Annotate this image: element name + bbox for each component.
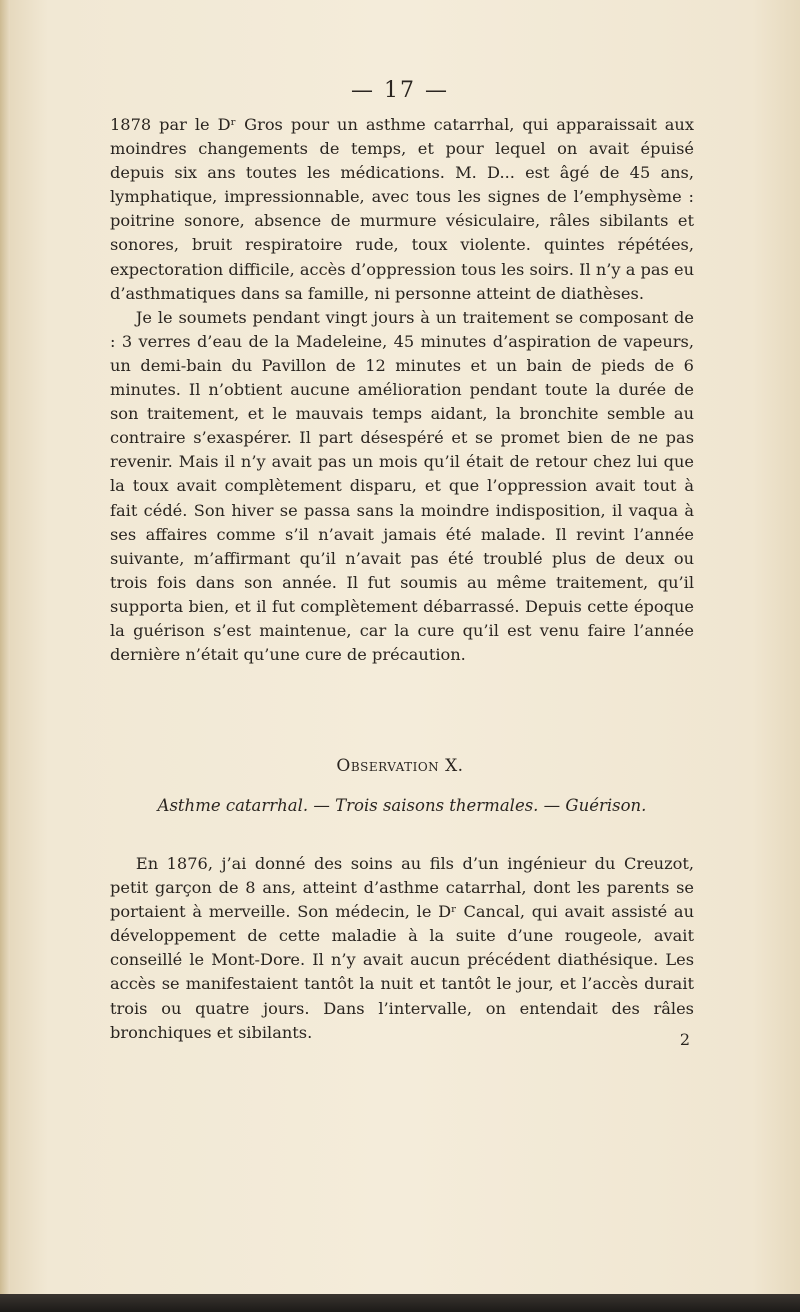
observation-subtitle: Asthme catarrhal. — Trois saisons thermales. — Guérison. [157,796,647,815]
paragraph-observation-x: En 1876, j’ai donné des soins au fils d’un ingénieur du Creuzot, petit garçon de 8 ans, atteint d’asthme catarrhal, dont les parents se portaient à merveille. Son médecin, le Dʳ Cancal, qui avait assisté au développement de cette maladie à la suite d’une rougeole, avait conseillé le Mont-Dore. Il n’y avait aucun précédent diathésique. Les accès se manifestaient tantôt la nuit et tantôt le jour, et l’accès durait trois ou quatre jours. Dans l’intervalle, on entendait des râles bronchiques et sibilants. [110,854,694,1042]
page-gutter [0,0,10,1312]
body-text-bottom [110,852,694,1045]
observation-title: Observation X. [336,756,464,776]
signature-mark: 2 [679,1030,690,1049]
scan-bottom-edge [0,1294,800,1312]
page-number: — 17 — [351,78,449,103]
paragraph-case-history: 1878 par le Dʳ Gros pour un asthme catarrhal, qui apparaissait aux moindres changements de temps, et pour lequel on avait épuisé depuis six ans toutes les médications. M. D... est âgé de 45 ans, lymphatique, impressionnable, avec tous les signes de l’emphysème : poitrine sonore, absence de murmure vésiculaire, râles sibilants et sonores, bruit respiratoire rude, toux violente. quintes répétées, expectoration difficile, accès d’oppression tous les soirs. Il n’y a pas eu d’asthmatiques dans sa famille, ni personne atteint de diathèses. [110,115,694,303]
paragraph-treatment: Je le soumets pendant vingt jours à un traitement se composant de : 3 verres d’eau de la Madeleine, 45 minutes d’aspiration de vapeurs, un demi-bain du Pavillon de 12 minutes et un bain de pieds de 6 minutes. Il n’obtient aucune amélioration pendant toute la durée de son traitement, et le mauvais temps aidant, la bronchite semble au contraire s’exaspérer. Il part désespéré et se promet bien de ne pas revenir. Mais il n’y avait pas un mois qu’il était de retour chez lui que la toux avait complètement disparu, et que l’oppression avait tout à fait cédé. Son hiver se passa sans la moindre indisposition, il vaqua à ses affaires comme s’il n’avait jamais été malade. Il revint l’année suivante, m’affirmant qu’il n’avait pas été troublé plus de deux ou trois fois dans son année. Il fut soumis au même traitement, qu’il supporta bien, et il fut complètement débarrassé. Depuis cette époque la guérison s’est maintenue, car la cure qu’il est venu faire l’année dernière n’était qu’une cure de précaution. [110,307,694,665]
body-text-top [110,113,694,667]
